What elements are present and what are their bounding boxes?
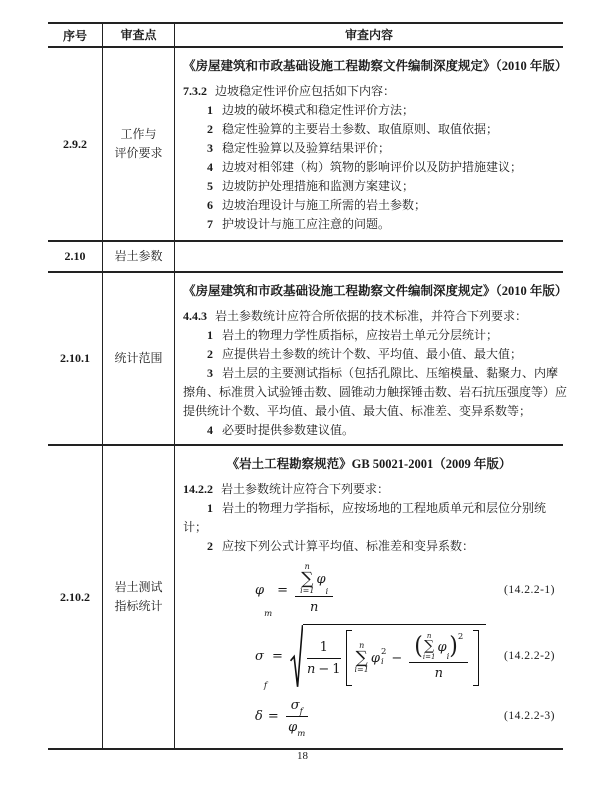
review-content [175, 242, 563, 271]
formula-standard-deviation: σ f = 1 n − 1 n ∑ i=1 φ 2 i − ( n ∑ i=1 φ $_i$ ) $^2$ n (14.2.2-2) [183, 624, 555, 689]
standard-title: 《房屋建筑和市政基础设施工程勘察文件编制深度规定》（2010 年版） [183, 284, 568, 298]
standard-title: 《岩土工程勘察规范》GB 50021-2001（2009 年版） [226, 457, 512, 471]
formula-variation-coefficient: δ = σ $_f$ φ $_m$ (14.2.2-3) [255, 698, 555, 739]
clause-line [183, 480, 555, 499]
review-point [103, 242, 175, 271]
table-header-row [48, 24, 563, 48]
right-bracket [473, 630, 479, 686]
review-point-line: 统计范围 [114, 351, 163, 365]
table-row [48, 446, 563, 750]
radical-icon [290, 624, 303, 689]
serial-number: 2.10 [48, 242, 103, 271]
equation-number: (14.2.2-3) [504, 710, 555, 723]
list-item: 2 应按下列公式计算平均值、标准差和变异系数： [207, 539, 475, 553]
equation-number: (14.2.2-2) [504, 650, 555, 663]
review-content [175, 446, 563, 748]
list-item: 2 稳定性验算的主要岩土参数、取值原则、取值依据； [207, 122, 499, 136]
serial-number: 2.10.2 [48, 446, 103, 748]
list-item: 7 护坡设计与施工应注意的问题。 [207, 217, 391, 231]
table-row [48, 273, 568, 446]
review-point [103, 446, 175, 748]
sub-sup-stack: 2 i [380, 647, 387, 668]
clause-text: 岩土参数统计应符合所依据的技术标准，并符合下列要求： [215, 309, 528, 323]
sigma-symbol: σ [255, 649, 264, 665]
list-item: 4 边坡对相邻建（构）筑物的影响评价以及防护措施建议； [207, 160, 523, 174]
clause-number: 7.3.2 [183, 84, 207, 98]
review-point-line: 岩土参数 [114, 249, 163, 263]
left-paren: ( [414, 632, 423, 661]
review-point [103, 273, 175, 444]
header-review-point: 审查点 [103, 24, 175, 46]
clause-line [183, 82, 567, 101]
summation-symbol: n ∑ i=1 [354, 641, 369, 675]
clause-line [183, 307, 567, 326]
summation-symbol: n ∑ i=1 [300, 562, 315, 596]
table-row [48, 48, 568, 242]
fraction: σ $_f$ φ $_m$ [286, 696, 308, 737]
review-content [175, 273, 575, 444]
list-item: 1 岩土的物理力学指标，应按场地的工程地质单元和层位分别统计； [183, 501, 547, 534]
phi-symbol: φ [255, 582, 265, 598]
fraction: 1 n − 1 [306, 639, 341, 677]
review-table [48, 22, 568, 750]
fraction: ( n ∑ i=1 φ $_i$ ) $^2$ n [409, 633, 468, 682]
left-bracket [346, 630, 352, 686]
serial-number: 2.10.1 [48, 273, 103, 444]
list-item: 6 边坡治理设计与施工所需的岩土参数； [207, 198, 427, 212]
standard-title: 《房屋建筑和市政基础设施工程勘察文件编制深度规定》（2010 年版） [183, 59, 568, 73]
list-item: 1 边坡的破坏模式和稳定性评价方法； [207, 103, 415, 117]
clause-number: 14.2.2 [183, 482, 213, 496]
fraction: n ∑ i=1 φ $_i$ n [295, 563, 333, 617]
review-point [103, 48, 175, 240]
review-point-line: 指标统计 [114, 599, 163, 614]
summation-symbol: n ∑ i=1 [422, 632, 436, 661]
review-point-line: 评价要求 [114, 146, 163, 160]
list-item: 4 必要时提供参数建议值。 [207, 423, 355, 437]
review-point-line: 工作与 [120, 127, 157, 141]
list-item: 3 岩土层的主要测试指标（包括孔隙比、压缩模量、黏聚力、内摩擦角、标准贯入试验锤击数、圆锥动力触探锤击数、岩石抗压强度等）应提供统计个数、平均值、最小值、最大值、标准差、变异系数等； [183, 366, 568, 418]
list-item: 1 岩土的物理力学性质指标，应按岩土单元分层统计； [207, 328, 499, 342]
clause-number: 4.4.3 [183, 309, 207, 323]
right-paren: ) [449, 632, 458, 661]
header-review-content: 审查内容 [344, 27, 393, 42]
list-item: 5 边坡防护处理措施和监测方案建议； [207, 179, 415, 193]
clause-text: 岩土参数统计应符合下列要求： [221, 482, 390, 496]
table-row [48, 242, 563, 273]
equation-number: (14.2.2-1) [504, 583, 555, 596]
list-item: 2 应提供岩土参数的统计个数、平均值、最小值、最大值； [207, 347, 523, 361]
review-content [175, 48, 575, 240]
page-number: 18 [297, 750, 308, 762]
list-item: 3 稳定性验算以及验算结果评价； [207, 141, 391, 155]
formula-mean: φ m = n ∑ i=1 φ $_i$ n (14.2.2-1) [255, 562, 555, 619]
review-point-line: 岩土测试 [114, 580, 163, 595]
header-serial-number: 序号 [48, 24, 103, 46]
clause-text: 边坡稳定性评价应包括如下内容： [215, 84, 396, 98]
serial-number: 2.9.2 [48, 48, 103, 240]
square-root: 1 n − 1 n ∑ i=1 φ 2 i − ( n ∑ i=1 φ $_i$ ) $^2$ n [290, 624, 486, 689]
delta-symbol: δ [255, 709, 263, 725]
